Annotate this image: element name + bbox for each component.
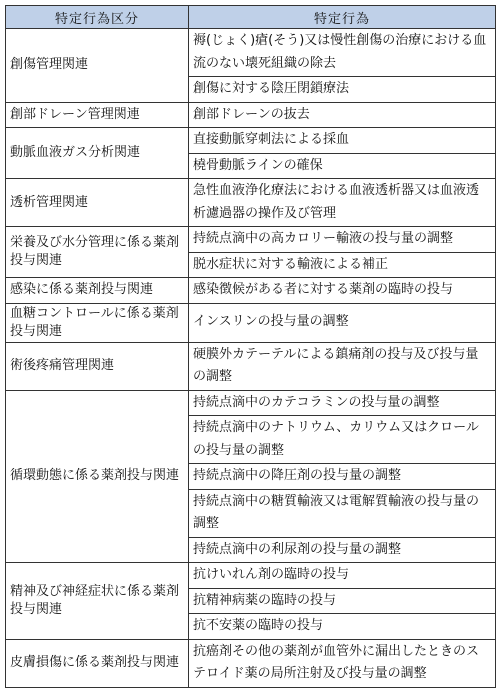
action-cell: 直接動脈穿刺法による採血 [189, 128, 496, 154]
table-row [6, 227, 496, 253]
action-cell: 抗けいれん剤の臨時の投与 [189, 563, 496, 589]
header-action: 特定行為 [189, 6, 496, 29]
header-category: 特定行為区分 [6, 6, 189, 29]
category-cell: 感染に係る薬剤投与関連 [6, 278, 189, 304]
action-cell: 持続点滴中の利尿剤の投与量の調整 [189, 537, 496, 563]
action-cell: 褥(じょく)瘡(そう)又は慢性創傷の治療における血流のない壊死組織の除去 [189, 29, 496, 77]
action-cell: 持続点滴中の高カロリー輸液の投与量の調整 [189, 227, 496, 253]
action-cell: 持続点滴中のカテコラミンの投与量の調整 [189, 390, 496, 416]
action-cell: 抗不安薬の臨時の投与 [189, 614, 496, 640]
category-cell: 創部ドレーン管理関連 [6, 102, 189, 128]
specified-acts-table [5, 5, 496, 688]
table-row [6, 563, 496, 589]
table-row [6, 303, 496, 342]
table-row [6, 639, 496, 687]
action-cell: 創部ドレーンの抜去 [189, 102, 496, 128]
category-cell: 精神及び神経症状に係る薬剤投与関連 [6, 563, 189, 640]
table-row [6, 390, 496, 416]
action-cell: 抗癌剤その他の薬剤が血管外に漏出したときのステロイド薬の局所注射及び投与量の調整 [189, 639, 496, 687]
table-row [6, 278, 496, 304]
action-cell: 持続点滴中のナトリウム、カリウム又はクロールの投与量の調整 [189, 416, 496, 464]
action-cell: 持続点滴中の降圧剤の投与量の調整 [189, 464, 496, 490]
category-cell: 創傷管理関連 [6, 29, 189, 103]
action-cell: インスリンの投与量の調整 [189, 303, 496, 342]
table-row [6, 29, 496, 77]
action-cell: 硬膜外カテーテルによる鎮痛剤の投与及び投与量の調整 [189, 342, 496, 390]
category-cell: 栄養及び水分管理に係る薬剤投与関連 [6, 227, 189, 278]
action-cell: 抗精神病薬の臨時の投与 [189, 588, 496, 614]
category-cell: 術後疼痛管理関連 [6, 342, 189, 390]
action-cell: 橈骨動脈ラインの確保 [189, 153, 496, 179]
table-row [6, 128, 496, 154]
category-cell: 透析管理関連 [6, 179, 189, 227]
table-row [6, 102, 496, 128]
category-cell: 循環動態に係る薬剤投与関連 [6, 390, 189, 563]
category-cell: 血糖コントロールに係る薬剤投与関連 [6, 303, 189, 342]
table-row [6, 179, 496, 227]
table-container [5, 5, 496, 688]
action-cell: 創傷に対する陰圧閉鎖療法 [189, 77, 496, 103]
action-cell: 感染徴候がある者に対する薬剤の臨時の投与 [189, 278, 496, 304]
table-row [6, 342, 496, 390]
category-cell: 動脈血液ガス分析関連 [6, 128, 189, 179]
action-cell: 急性血液浄化療法における血液透析器又は血液透析濾過器の操作及び管理 [189, 179, 496, 227]
category-cell: 皮膚損傷に係る薬剤投与関連 [6, 639, 189, 687]
action-cell: 持続点滴中の糖質輸液又は電解質輸液の投与量の調整 [189, 489, 496, 537]
action-cell: 脱水症状に対する輸液による補正 [189, 252, 496, 278]
header-row [6, 6, 496, 29]
